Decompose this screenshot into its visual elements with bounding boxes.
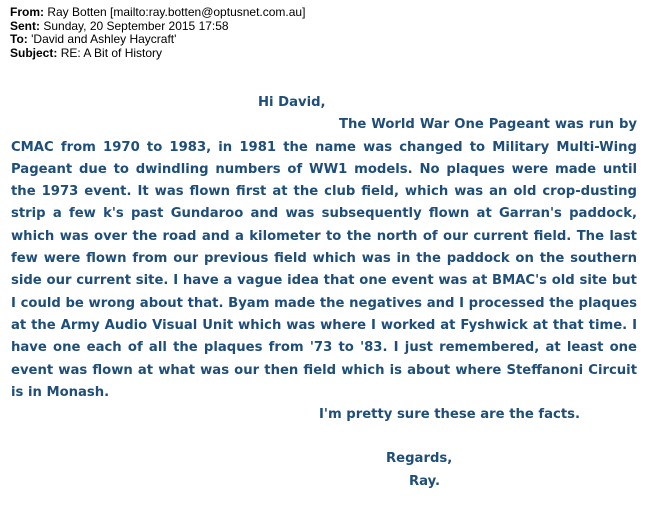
sent-value: Sunday, 20 September 2015 17:58 bbox=[43, 18, 229, 33]
subject-value: RE: A Bit of History bbox=[60, 45, 163, 60]
sent-row bbox=[10, 20, 305, 34]
subject-label: Subject: bbox=[10, 45, 58, 60]
sent-label: Sent: bbox=[10, 18, 40, 33]
signature: Ray. bbox=[409, 473, 441, 489]
closing-line: I'm pretty sure these are the facts. bbox=[319, 407, 581, 423]
to-row bbox=[10, 33, 305, 47]
subject-row bbox=[10, 47, 305, 61]
to-label: To: bbox=[10, 32, 28, 46]
greeting: Hi David, bbox=[258, 95, 326, 110]
from-row bbox=[10, 6, 305, 20]
to-value: 'David and Ashley Haycraft' bbox=[31, 32, 177, 46]
from-label: From: bbox=[10, 5, 44, 19]
body-paragraph: The World War One Pageant was run by CMAC from 1970 to 1983, in 1981 the name was changed to Military Multi-Wing Pageant due to dwindling numbers of WW1 models. No plaques were made until the 1973 event. It was flown first at the club field, which was an old crop-dusting strip a few k's past Gundaroo and was subsequently flown at Garran's paddock, which was over the road and a kilometer to the north of our current field. The last few were flown from our previous field which was in the paddock on the southern side our current site. I have a vague idea that one event was at BMAC's old site but I could be wrong about that. Byam made the negatives and I processed the plaques at the Army Audio Visual Unit which was where I worked at Fyshwick at that time. I have one each of all the plaques from '73 to '83. I just remembered, at least one event was flown at what was our then field which is about where Steffanoni Circuit is in Monash. bbox=[11, 117, 637, 400]
regards: Regards, bbox=[386, 451, 453, 467]
email-body bbox=[11, 92, 637, 493]
email-header bbox=[10, 6, 305, 60]
from-value: Ray Botten [mailto:ray.botten@optusnet.com.au] bbox=[47, 5, 306, 19]
